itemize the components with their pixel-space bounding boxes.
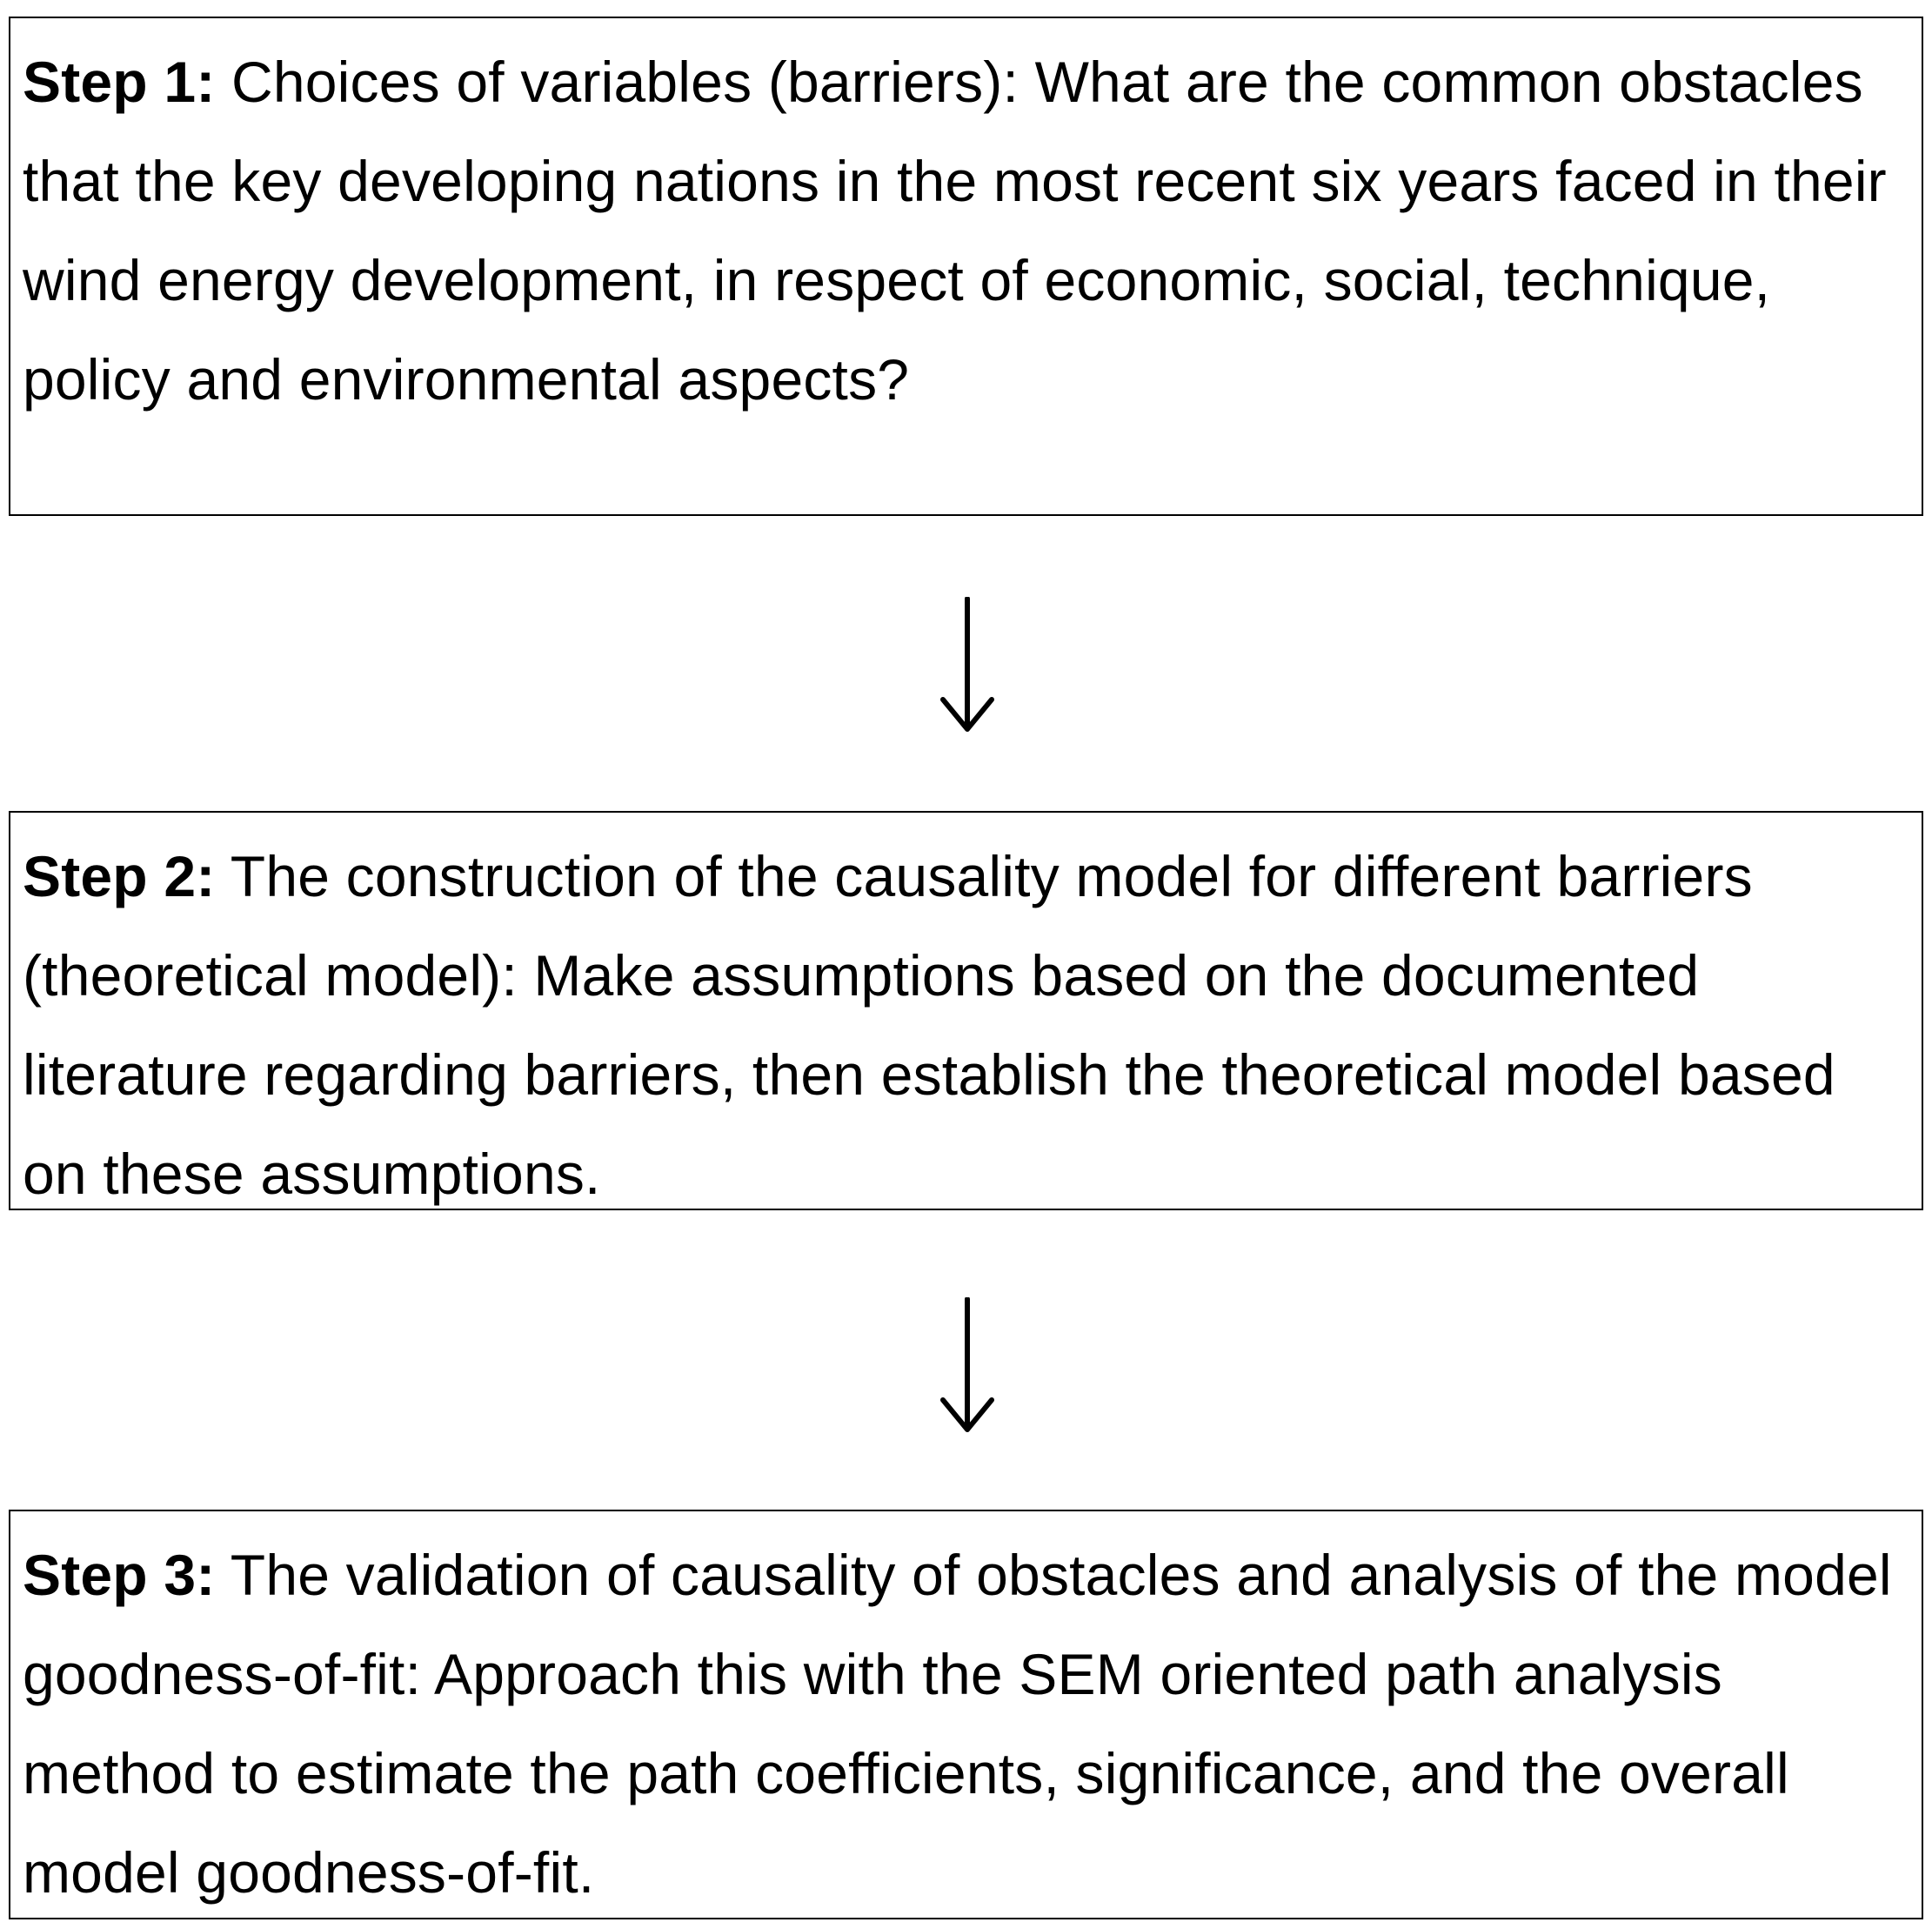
step-2-box — [9, 811, 1923, 1210]
step-1-text: Choices of variables (barriers): What are the common obstacles that the key developing nations in the most recent six years faced in their wind energy development, in respect of economic, social, technique, policy and environmental aspects? — [23, 50, 1887, 412]
arrow-down-icon — [931, 1297, 1004, 1437]
arrow-down-icon — [931, 597, 1004, 736]
step-1-box — [9, 17, 1923, 516]
step-2-text: The construction of the causality model for different barriers (theoretical model): Make assumptions based on the documented literature regarding barriers, then establish the theoretical model based on these assumptions. — [23, 844, 1835, 1206]
step-3-label: Step 3: — [23, 1543, 216, 1607]
step-1-label: Step 1: — [23, 50, 216, 114]
step-3-box — [9, 1510, 1923, 1919]
step-2-label: Step 2: — [23, 844, 216, 908]
step-3-text: The validation of causality of obstacles and analysis of the model goodness-of-fit: Approach this with the SEM oriented path analysis method to estimate the path coefficients, significance, and the overall model goodness-of-fit. — [23, 1543, 1892, 1905]
